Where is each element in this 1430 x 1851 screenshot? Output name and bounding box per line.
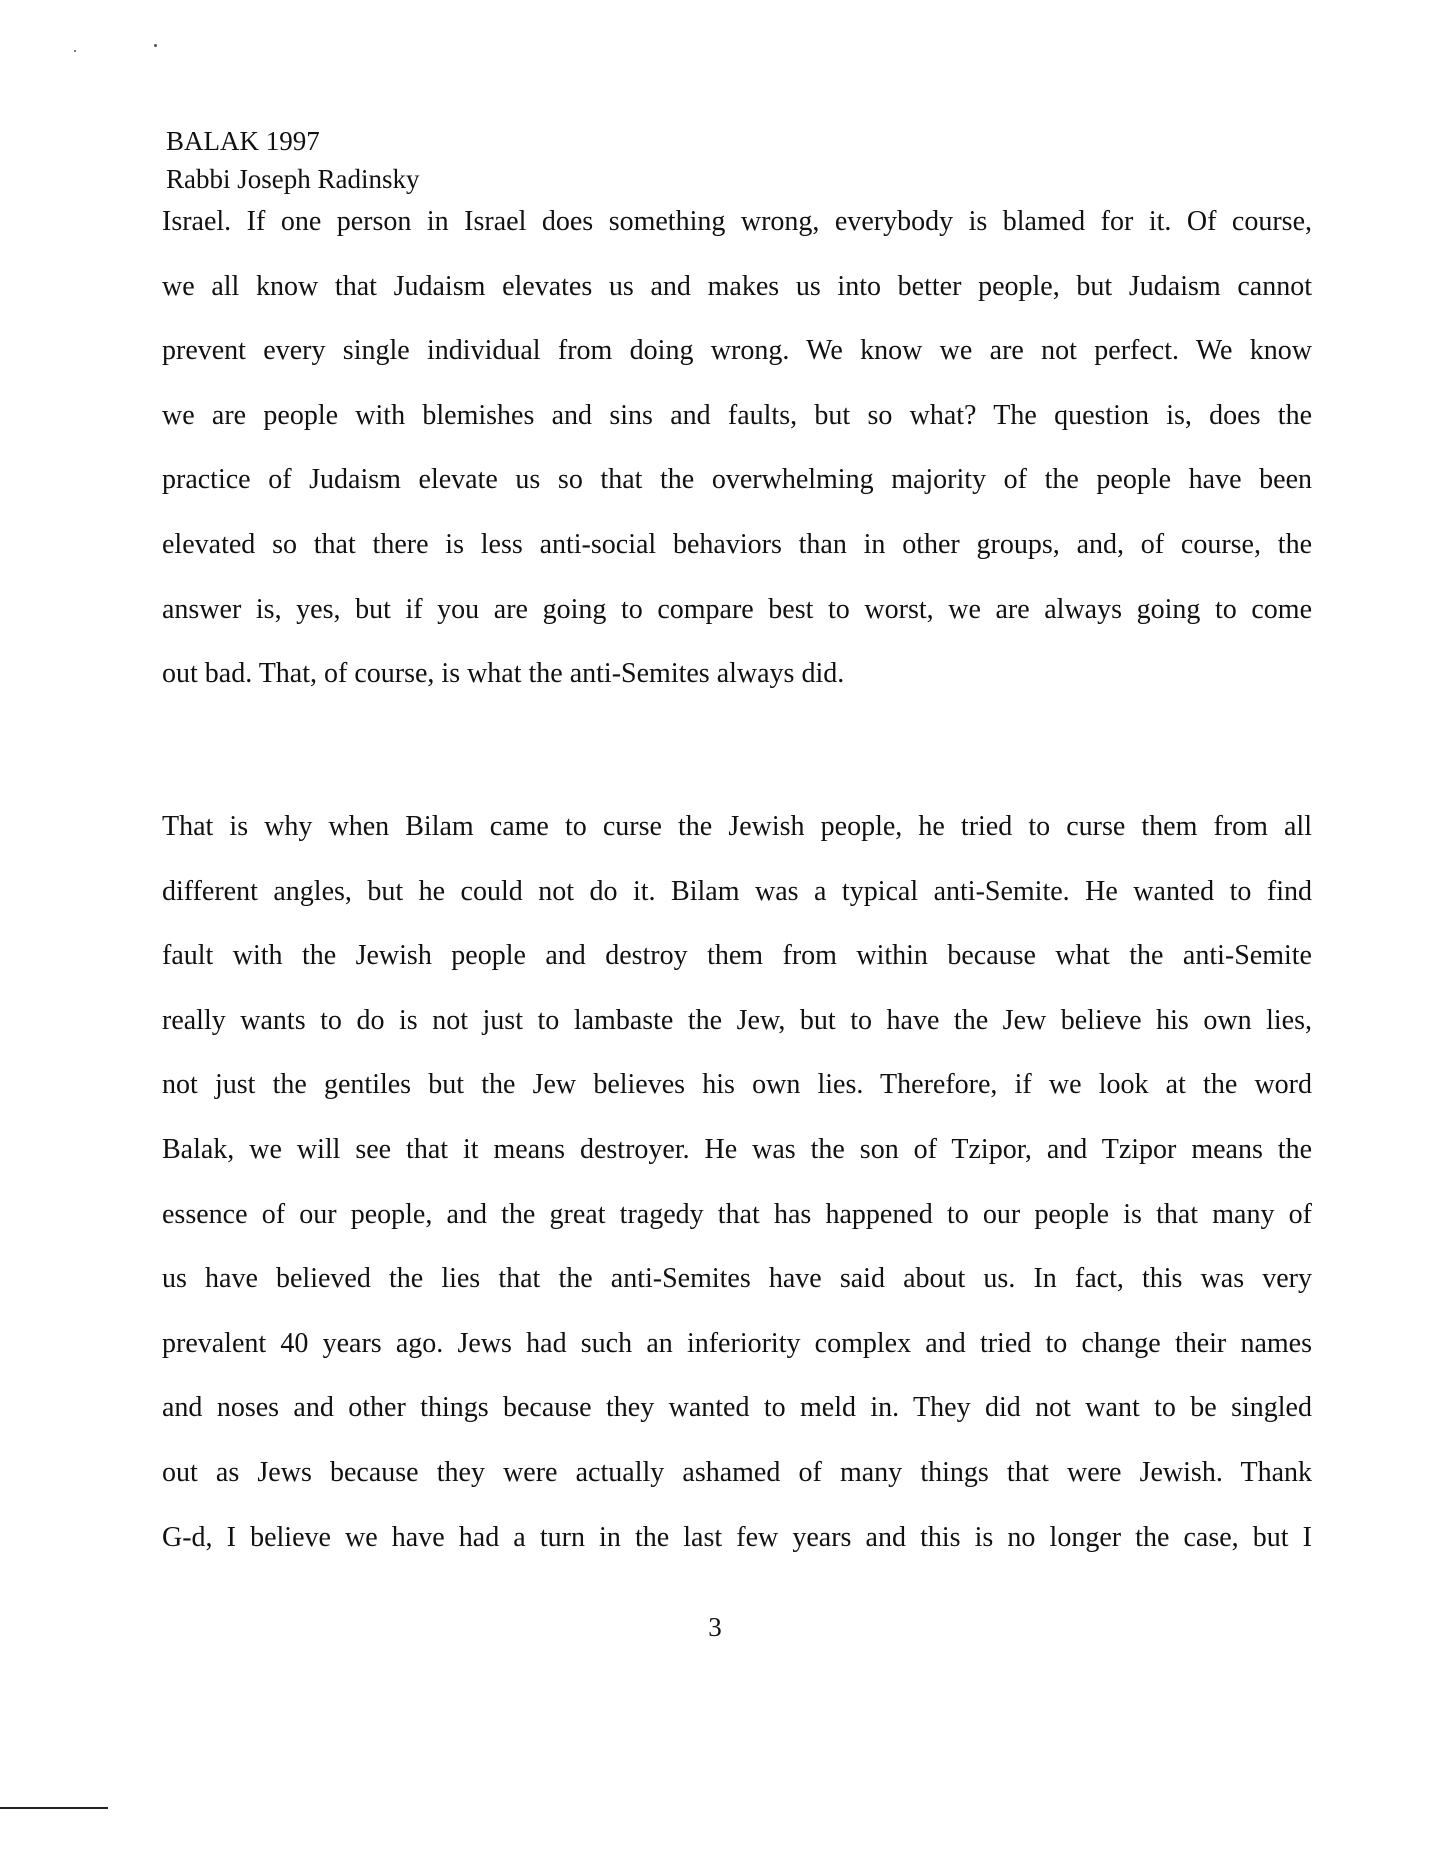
text-line: G-d, I believe we have had a turn in the last few years and this is no longer the case, but I — [162, 1521, 1312, 1553]
text-line: fault with the Jewish people and destroy them from within because what the anti-Semite — [162, 940, 1312, 972]
text-line: answer is, yes, but if you are going to compare best to worst, we are always going to come — [162, 593, 1312, 625]
text-line: us have believed the lies that the anti-Semites have said about us. In fact, this was very — [162, 1263, 1312, 1295]
text-line: not just the gentiles but the Jew believes his own lies. Therefore, if we look at the word — [162, 1069, 1312, 1101]
text-line: Balak, we will see that it means destroyer. He was the son of Tzipor, and Tzipor means the — [162, 1133, 1312, 1165]
footnote-rule — [0, 1807, 108, 1809]
text-line: That is why when Bilam came to curse the Jewish people, he tried to curse them from all — [162, 811, 1312, 842]
document-title: BALAK 1997 — [166, 126, 320, 156]
text-line: essence of our people, and the great tragedy that has happened to our people is that many of — [162, 1198, 1312, 1230]
text-line: and noses and other things because they wanted to meld in. They did not want to be singled — [162, 1392, 1312, 1424]
paragraph — [162, 795, 1312, 1570]
text-line: prevent every single individual from doing wrong. We know we are not perfect. We know — [162, 335, 1312, 367]
paragraph — [162, 190, 1312, 707]
text-line: elevated so that there is less anti-social behaviors than in other groups, and, of course, the — [162, 528, 1312, 560]
text-line: different angles, but he could not do it. Bilam was a typical anti-Semite. He wanted to find — [162, 875, 1312, 907]
text-line: we are people with blemishes and sins and faults, but so what? The question is, does the — [162, 399, 1312, 431]
document-header — [166, 122, 420, 198]
text-line: really wants to do is not just to lambaste the Jew, but to have the Jew believe his own lies, — [162, 1004, 1312, 1036]
text-line: out as Jews because they were actually ashamed of many things that were Jewish. Thank — [162, 1456, 1312, 1488]
document-author: Rabbi Joseph Radinsky — [166, 164, 420, 194]
text-line: we all know that Judaism elevates us and makes us into better people, but Judaism cannot — [162, 270, 1312, 302]
text-line: prevalent 40 years ago. Jews had such an inferiority complex and tried to change their names — [162, 1327, 1312, 1359]
scan-speck — [154, 44, 157, 47]
scan-speck — [74, 50, 76, 52]
text-line: Israel. If one person in Israel does something wrong, everybody is blamed for it. Of course, — [162, 206, 1312, 237]
text-line: out bad. That, of course, is what the anti-Semites always did. — [162, 658, 845, 690]
text-line: practice of Judaism elevate us so that the overwhelming majority of the people have been — [162, 464, 1312, 496]
page-number: 3 — [708, 1612, 722, 1642]
